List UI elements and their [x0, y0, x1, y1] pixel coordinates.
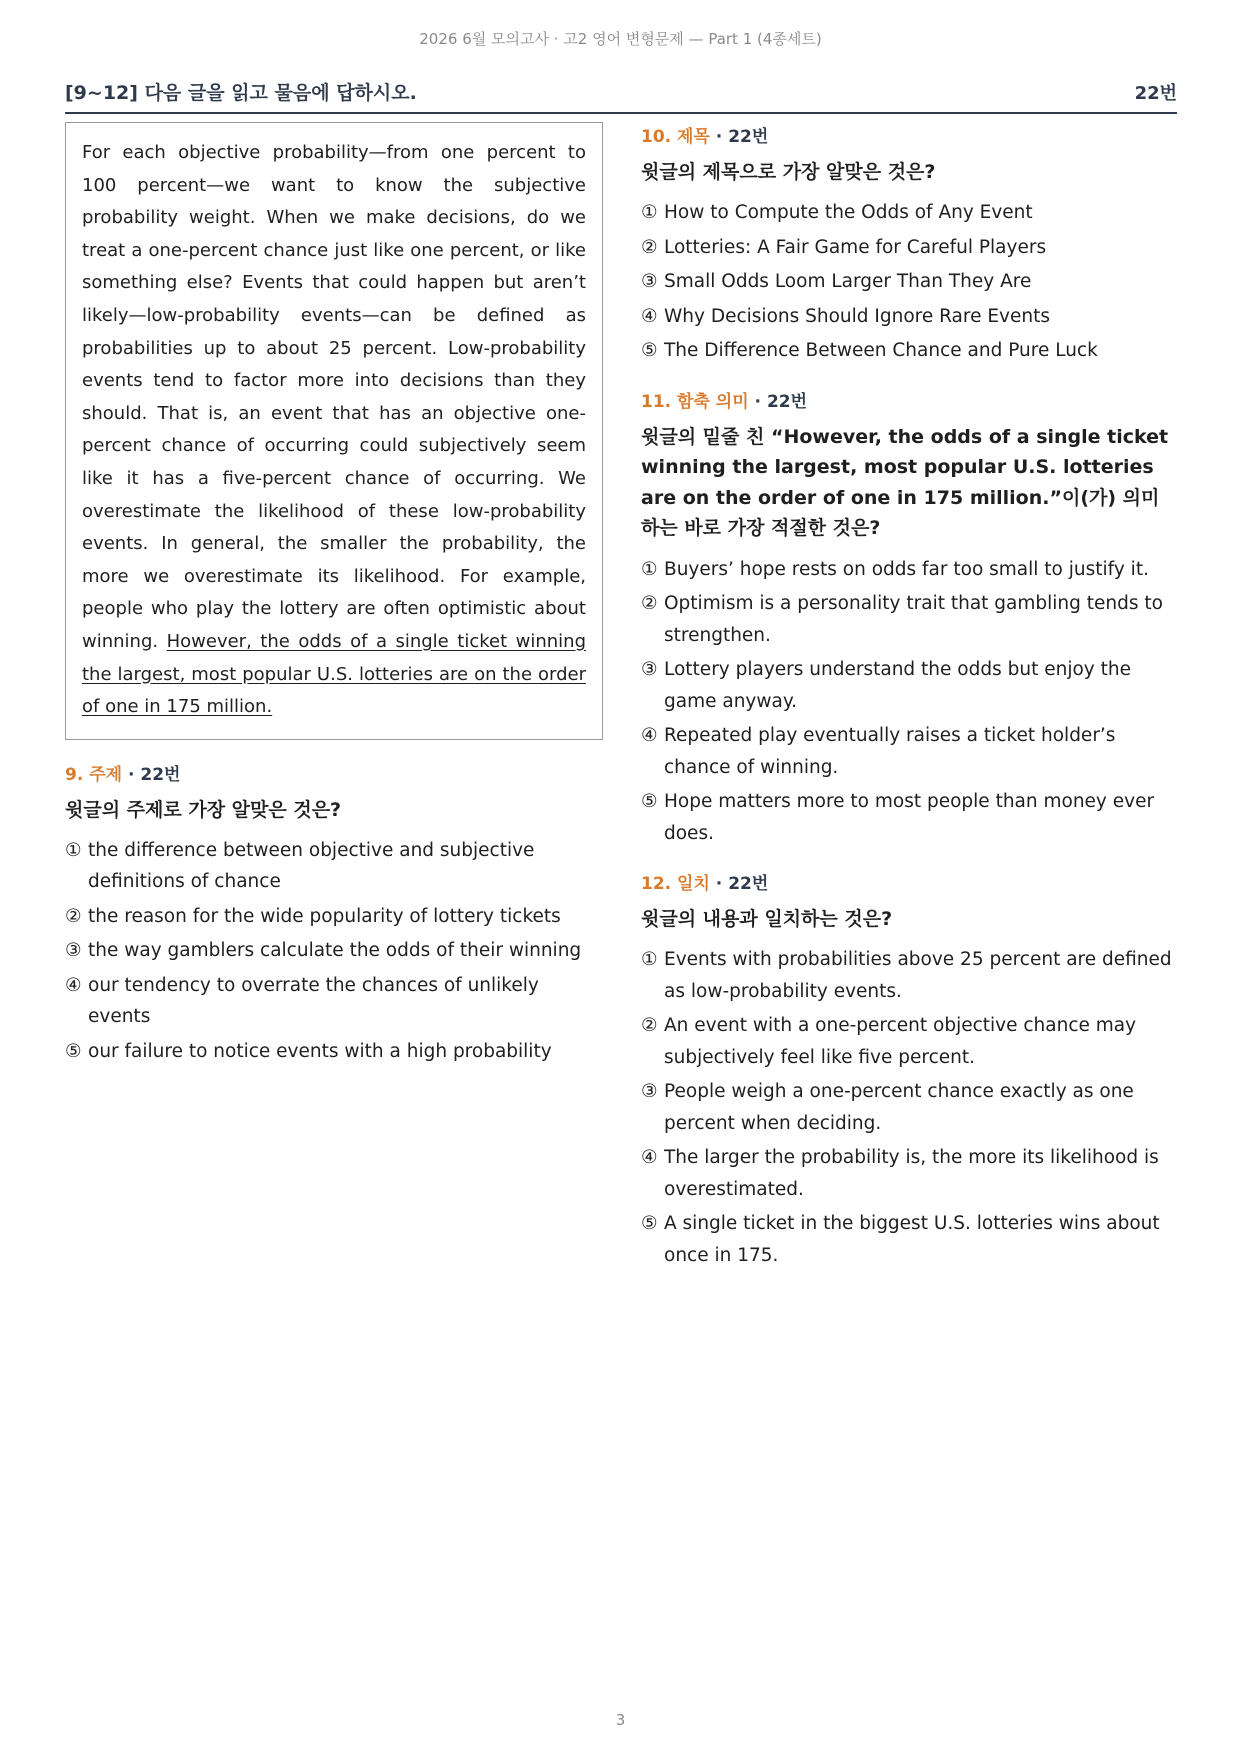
option-text: The Difference Between Chance and Pure Luck [664, 340, 1098, 361]
option-mark: ② [641, 1015, 658, 1036]
option-mark: ⑤ [641, 791, 658, 812]
q10-label: 10. 제목 [641, 127, 710, 147]
q9-separator: · [122, 764, 141, 785]
option-mark: ③ [641, 1081, 658, 1102]
q12-options [641, 944, 1177, 1271]
option-text: A single ticket in the biggest U.S. lotteries wins about once in 175. [664, 1213, 1160, 1266]
q9-option-2[interactable] [65, 901, 603, 933]
page-number: 3 [615, 1711, 626, 1729]
q11-number: 22번 [766, 391, 808, 412]
option-mark: ② [641, 236, 658, 258]
option-text: the way gamblers calculate the odds of their winning [88, 940, 582, 962]
option-text: Small Odds Loom Larger Than They Are [664, 271, 1032, 292]
option-text: Hope matters more to most people than money ever does. [664, 791, 1155, 844]
q10-option-3[interactable] [641, 266, 1177, 298]
page-header: 2026 6월 모의고사 · 고2 영어 변형문제 — Part 1 (4종세트) [419, 30, 822, 48]
q12-prompt: 윗글의 내용과 일치하는 것은? [641, 908, 893, 930]
q12-option-1[interactable] [641, 944, 1177, 1007]
q11-option-3[interactable] [641, 654, 1177, 717]
option-mark: ① [641, 949, 658, 970]
q11-header [641, 387, 1177, 412]
q12-header [641, 869, 1177, 894]
section-title: [9~12] 다음 글을 읽고 물음에 답하시오. [65, 82, 417, 104]
q10-prompt: 윗글의 제목으로 가장 알맞은 것은? [641, 161, 936, 183]
option-text: our tendency to overrate the chances of unlikely events [88, 974, 539, 1028]
option-mark: ⑤ [641, 340, 658, 361]
option-mark: ④ [641, 1147, 658, 1168]
q12-separator: · [709, 874, 729, 894]
q12-option-2[interactable] [641, 1010, 1177, 1073]
q10-option-4[interactable] [641, 301, 1177, 333]
q11-separator: · [748, 391, 767, 412]
option-mark: ① [641, 202, 658, 223]
option-mark: ④ [641, 305, 658, 327]
passage-text: For each objective probability—from one percent to 100 percent—we want to know the subjective probability weight. When we make decisions, do we treat a one-percent chance just like one percent, or like something else? Events that could happen but aren’t likely—low-probability events—can be defined as probabilities up to about 25 percent. Low-probability events tend to factor more into decisions than they should. That is, an event that has an objective one-percent chance of occurring could subjectively seem like it has a five-percent chance of occurring. We overestimate the likelihood of these low-probability events. In general, the smaller the probability, the more we overestimate its likelihood. For example, people who play the lottery are often optimistic about winning. [82, 142, 586, 652]
option-mark: ⑤ [65, 1040, 82, 1062]
option-text: Repeated play eventually raises a ticket holder’s chance of winning. [664, 725, 1116, 778]
passage-box [65, 122, 603, 740]
q11-prompt: 윗글의 밑줄 친 “However, the odds of a single ticket winning the largest, most popular U.S. lotteries are on the order of one in 175 million.”이(가) 의미하는 바로 가장 적절한 것은? [641, 425, 1169, 539]
q11-option-5[interactable] [641, 786, 1177, 849]
option-text: the difference between objective and subjective definitions of chance [88, 839, 535, 893]
option-text: the reason for the wide popularity of lottery tickets [88, 905, 561, 927]
q9-number: 22번 [140, 764, 181, 785]
option-mark: ④ [641, 725, 658, 746]
q10-separator: · [709, 127, 729, 147]
option-text: Lottery players understand the odds but enjoy the game anyway. [664, 659, 1131, 712]
option-text: The larger the probability is, the more its likelihood is overestimated. [664, 1147, 1159, 1200]
q11-option-1[interactable] [641, 554, 1177, 586]
q11-label: 11. 함축 의미 [641, 391, 749, 412]
section-number: 22번 [1134, 83, 1177, 104]
option-mark: ③ [641, 659, 658, 680]
q10-header [641, 122, 1177, 147]
q10-options [641, 197, 1177, 367]
option-mark: ① [641, 558, 658, 580]
option-mark: ③ [641, 271, 658, 292]
option-text: Why Decisions Should Ignore Rare Events [664, 305, 1050, 327]
q10-number: 22번 [728, 127, 769, 147]
q11-option-2[interactable] [641, 588, 1177, 651]
left-column [65, 122, 603, 1070]
q9-options [65, 835, 603, 1068]
option-mark: ④ [65, 974, 82, 996]
q9-option-4[interactable] [65, 970, 603, 1033]
q12-label: 12. 일치 [641, 874, 710, 894]
option-mark: ③ [65, 940, 82, 962]
q9-prompt: 윗글의 주제로 가장 알맞은 것은? [65, 798, 342, 821]
passage-underlined-sentence: However, the odds of a single ticket winning the largest, most popular U.S. lotteries are on the order of one in 175 million. [82, 630, 587, 718]
option-mark: ② [641, 593, 658, 614]
q12-number: 22번 [728, 874, 769, 894]
q10-option-2[interactable] [641, 232, 1177, 264]
q9-option-3[interactable] [65, 935, 603, 967]
option-text: How to Compute the Odds of Any Event [664, 202, 1033, 223]
section-bar [65, 78, 1177, 114]
option-text: our failure to notice events with a high probability [88, 1040, 552, 1062]
option-text: Optimism is a personality trait that gambling tends to strengthen. [664, 593, 1163, 646]
option-text: Buyers’ hope rests on odds far too small to justify it. [664, 558, 1149, 580]
q9-header [65, 760, 603, 785]
option-text: Lotteries: A Fair Game for Careful Players [664, 236, 1047, 258]
option-mark: ⑤ [641, 1213, 658, 1234]
q12-option-3[interactable] [641, 1076, 1177, 1139]
option-mark: ② [65, 905, 82, 927]
q9-option-5[interactable] [65, 1036, 603, 1068]
option-text: Events with probabilities above 25 percent are defined as low-probability events. [664, 949, 1172, 1002]
right-column [641, 122, 1177, 1274]
q10-option-5[interactable] [641, 335, 1177, 367]
q11-option-4[interactable] [641, 720, 1177, 783]
q12-option-5[interactable] [641, 1208, 1177, 1271]
option-mark: ① [65, 839, 82, 861]
option-text: People weigh a one-percent chance exactly as one percent when deciding. [664, 1081, 1134, 1134]
q12-option-4[interactable] [641, 1142, 1177, 1205]
q11-options [641, 554, 1177, 850]
q9-option-1[interactable] [65, 835, 603, 898]
option-text: An event with a one-percent objective chance may subjectively feel like five percent. [664, 1015, 1137, 1068]
q10-option-1[interactable] [641, 197, 1177, 229]
q9-label: 9. 주제 [65, 764, 123, 785]
